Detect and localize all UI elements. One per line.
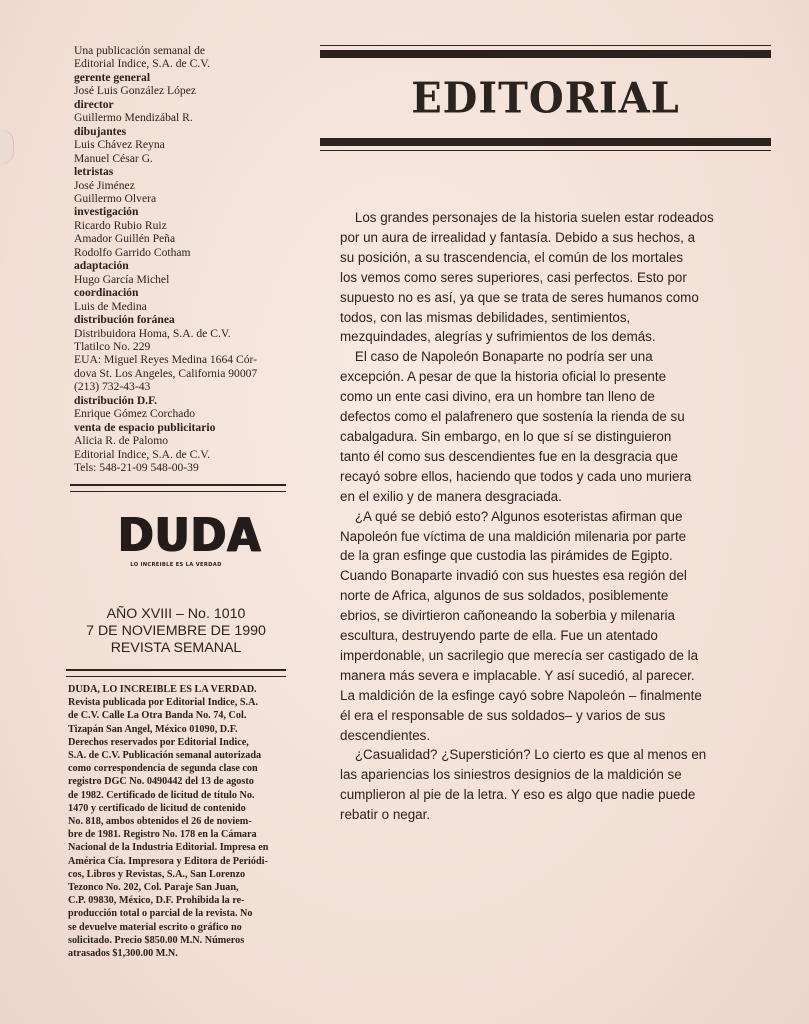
title-top-bar [320, 50, 771, 58]
masthead-role-label: distribución foránea [74, 313, 175, 327]
masthead-divider-rule [70, 484, 286, 492]
masthead-line: Luis Chávez Reyna [74, 138, 165, 152]
legal-notice [68, 683, 284, 960]
masthead-line: Luis de Medina [74, 299, 147, 313]
editorial-line: las apariencias los siniestros designios de la maldición se [340, 767, 682, 783]
legal-line: América Cía. Impresora y Editora de Periódi- [68, 855, 268, 867]
issue-frequency: REVISTA SEMANAL [110, 640, 242, 656]
legal-line: bre de 1981. Registro No. 178 en la Cámara [68, 829, 257, 841]
masthead-role-label: adaptación [74, 259, 129, 273]
masthead-line: Ricardo Rubio Ruiz [74, 218, 167, 232]
legal-line: solicitado. Precio $850.00 M.N. Números [68, 934, 245, 946]
masthead-line: Editorial Indice, S.A. de C.V. [74, 57, 210, 71]
legal-line: Revista publicada por Editorial Indice, S.A. [68, 697, 259, 709]
masthead-line: Rodolfo Garrido Cotham [74, 245, 191, 259]
masthead-role-label: director [74, 97, 114, 111]
editorial-line: recayó sobre ellos, haciendo que todos y cada uno muriera [340, 468, 692, 484]
masthead-line: Hugo García Michel [74, 272, 170, 286]
legal-line: C.P. 09830, México, D.F. Prohibida la re- [68, 895, 245, 907]
masthead-role-label: letristas [74, 165, 114, 179]
masthead-line: José Jiménez [74, 178, 135, 192]
editorial-line: cabalgadura. Sin embargo, en lo que sí se distinguieron [340, 428, 672, 444]
editorial-line: los vemos como seres superiores, casi perfectos. Esto por [340, 269, 687, 285]
masthead-line: Guillermo Mendizábal R. [74, 111, 193, 125]
masthead-role-label: investigación [74, 205, 139, 219]
editorial-line: Cuando Bonaparte invadió con sus huestes esa región del [340, 568, 687, 584]
editorial-line: su posición, a su trascendencia, el común de los mortales [340, 249, 684, 265]
editorial-line: él era el responsable de sus soldados– y varios de sus [340, 707, 666, 723]
legal-line: de C.V. Calle La Otra Banda No. 74, Col. [68, 710, 247, 722]
masthead-line: Una publicación semanal de [74, 44, 206, 57]
masthead-line: (213) 732-43-43 [74, 380, 151, 394]
editorial-line: ebrios, se divirtieron cañoneando la soberbia y milenaria [340, 608, 675, 624]
title-bottom-thin-rule [320, 150, 771, 151]
editorial-line: en el exilio y de manera desgraciada. [340, 488, 562, 504]
editorial-line: ¿A qué se debió esto? Algunos esoteristas afirman que [340, 508, 683, 524]
masthead-role-label: venta de espacio publicitario [74, 420, 216, 434]
editorial-line: rebatir o negar. [340, 807, 431, 823]
editorial-line: supuesto no es así, ya que se trata de seres humanos como [340, 289, 699, 305]
legal-line: S.A. de C.V. Publicación semanal autorizada [68, 750, 262, 762]
legal-line: Derechos reservados por Editorial Indice, [68, 736, 249, 748]
editorial-line: ¿Casualidad? ¿Superstición? Lo cierto es que al menos en [340, 747, 707, 763]
issue-info [66, 606, 286, 657]
editorial-line: Napoleón fue víctima de una maldición milenaria por parte [340, 528, 687, 544]
legal-line: Tizapán San Angel, México 01090, D.F. [68, 723, 238, 735]
editorial-line: El caso de Napoleón Bonaparte no podría ser una [340, 349, 653, 365]
masthead-role-label: distribución D.F. [74, 393, 158, 407]
title-top-thin-rule [320, 45, 771, 46]
masthead-line: Tlatilco No. 229 [74, 339, 151, 353]
legal-line: Tezonco No. 202, Col. Paraje San Juan, [68, 882, 239, 894]
masthead-line: Amador Guillén Peña [74, 232, 176, 246]
masthead-line: Distribuidora Homa, S.A. de C.V. [74, 326, 231, 340]
masthead-line: Guillermo Olvera [74, 191, 157, 205]
editorial-line: norte de Africa, algunos de sus soldados, posiblemente [340, 588, 669, 604]
editorial-line: tanto él como sus descendientes fue en la desgracia que [340, 448, 678, 464]
legal-line: producción total o parcial de la revista. No [68, 908, 253, 920]
legal-line: como correspondencia de segunda clase con [68, 763, 258, 775]
editorial-body [340, 208, 740, 825]
legal-line: No. 818, ambos obtenidos el 26 de noviem- [68, 816, 252, 828]
masthead-line: EUA: Miguel Reyes Medina 1664 Cór- [74, 353, 257, 367]
issue-date: 7 DE NOVIEMBRE DE 1990 [86, 623, 266, 639]
editorial-line: manera más severa e implacable. Y así sucedió, al parecer. [340, 667, 695, 683]
masthead-line: Editorial Indice, S.A. de C.V. [74, 447, 210, 461]
issue-number: AÑO XVIII – No. 1010 [106, 606, 246, 622]
editorial-line: cumplieron al pie de la letra. Y eso es algo que nadie puede [340, 787, 696, 803]
legal-line: Nacional de la Industria Editorial. Impresa en [68, 842, 269, 854]
editorial-line: Los grandes personajes de la historia suelen estar rodeados [340, 210, 714, 225]
legal-line: se devuelve material escrito o gráfico no [68, 921, 242, 933]
legal-divider-rule [66, 669, 286, 677]
masthead-line: Manuel César G. [74, 151, 153, 165]
editorial-line: todos, con las mismas debilidades, sentimientos, [340, 309, 631, 325]
masthead-line: Alicia R. de Palomo [74, 434, 169, 448]
editorial-line: escultura, destruyendo parte de ella. Fue un atentado [340, 628, 658, 644]
legal-line: de 1982. Certificado de licitud de título No. [68, 789, 255, 801]
masthead-line: Enrique Gómez Corchado [74, 407, 196, 421]
masthead-role-label: dibujantes [74, 124, 127, 138]
editorial-line: defectos como el palafrenero que sostenía la rienda de su [340, 409, 685, 425]
masthead-role-label: gerente general [74, 70, 151, 84]
masthead-credits [74, 44, 294, 475]
masthead-role-label: coordinación [74, 286, 139, 300]
editorial-line: como un ente casi divino, era un hombre tan lleno de [340, 389, 655, 405]
legal-line: atrasados $1,300.00 M.N. [68, 948, 178, 960]
legal-line: cos, Libros y Revistas, S.A., San Lorenzo [68, 868, 246, 880]
masthead-line: dova St. Los Angeles, California 90007 [74, 366, 258, 380]
logo-wordmark: DUDA [118, 509, 262, 563]
logo-tagline: LO INCREIBLE ES LA VERDAD [130, 562, 222, 568]
duda-logo [118, 509, 262, 568]
editorial-line: excepción. A pesar de que la historia oficial lo presente [340, 369, 667, 385]
editorial-title: EDITORIAL [411, 73, 680, 124]
title-bottom-bar [320, 138, 771, 146]
editorial-line: de la gran esfinge que custodia las pirámides de Egipto. [340, 548, 673, 564]
editorial-line: imperdonable, un sacrilegio que merecía ser castigado de la [340, 647, 699, 663]
legal-line: 1470 y certificado de licitud de contenido [68, 802, 246, 814]
masthead-line: José Luis González López [74, 84, 197, 98]
editorial-line: descendientes. [340, 727, 431, 743]
editorial-line: La maldición de la esfinge cayó sobre Napoleón – finalmente [340, 687, 702, 703]
legal-line: DUDA, LO INCREIBLE ES LA VERDAD. [68, 684, 257, 695]
legal-line: registro DGC No. 0490442 del 13 de agosto [68, 776, 254, 788]
editorial-line: mezquindades, alegrías y sufrimientos de los demás. [340, 329, 656, 345]
masthead-line: Tels: 548-21-09 548-00-39 [74, 461, 199, 475]
editorial-line: por un aura de irrealidad y fantasía. Debido a sus hechos, a [340, 229, 696, 245]
